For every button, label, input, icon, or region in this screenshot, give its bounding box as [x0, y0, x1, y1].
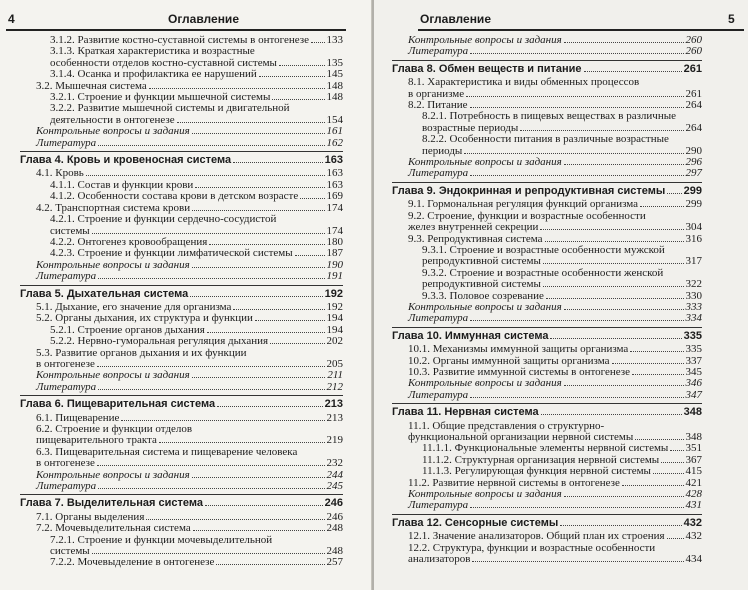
toc-page-number: 346	[685, 377, 702, 390]
toc-entry-text: 10.2. Органы иммунной защиты организма	[408, 354, 610, 367]
dot-leader	[630, 351, 683, 352]
toc-entry-text: желез внутренней секреции	[408, 221, 539, 234]
toc-entry-text: 7.2.2. Мочевыделение в онтогенезе	[50, 556, 215, 569]
toc-entry	[20, 336, 343, 347]
toc-entry-text: системы	[50, 545, 90, 558]
toc-entry-text: Литература	[36, 270, 97, 283]
toc-entry-text: Контрольные вопросы и задания	[408, 34, 562, 46]
dot-leader	[470, 175, 683, 176]
dot-leader	[667, 193, 681, 194]
toc-entry-text: Глава 12. Сенсорные системы	[392, 516, 559, 529]
toc-entry	[392, 77, 702, 100]
toc-entry-text: Контрольные вопросы и задания	[408, 488, 562, 501]
toc-entry-text: 10.3. Развитие иммунной системы в онтогенезе	[408, 365, 631, 378]
dot-leader	[564, 385, 684, 386]
dot-leader	[564, 164, 684, 165]
header-rule	[6, 29, 346, 31]
toc-entry-text: 12.2. Структура, функции и возрастные особенности	[408, 541, 656, 554]
toc-entry-text: 3.2. Мышечная система	[36, 79, 147, 92]
toc-entry-text: Литература	[36, 136, 97, 149]
dot-leader	[546, 298, 684, 299]
dot-leader	[177, 122, 325, 123]
dot-leader	[233, 309, 324, 310]
toc-entry	[20, 557, 343, 568]
dot-leader	[564, 309, 684, 310]
toc-page-number: 322	[685, 278, 702, 291]
toc-entry-text: 11.1.1. Функциональные элементы нервной системы	[422, 442, 669, 455]
page-number: 4	[8, 12, 15, 26]
toc-entry-text: 8.2.1. Потребность в пищевых веществах в различные	[422, 110, 676, 123]
toc-page-number: 299	[685, 198, 702, 211]
toc-entry-text: 5.2.1. Строение органов дыхания	[50, 323, 205, 336]
dot-leader	[121, 420, 324, 421]
toc-page-number: 434	[685, 553, 702, 566]
dot-leader	[98, 488, 324, 489]
toc-entry-text: 7.2.1. Строение и функции мочевыделительной	[50, 533, 273, 546]
dot-leader	[564, 496, 684, 497]
toc-entry	[20, 46, 343, 69]
toc-entry-text: Глава 8. Обмен веществ и питание	[392, 62, 582, 75]
dot-leader	[543, 286, 684, 287]
toc-page-number: 174	[326, 201, 343, 214]
toc-page-number: 334	[685, 312, 702, 325]
page-number: 5	[728, 12, 735, 26]
toc-page-number: 163	[324, 154, 343, 167]
toc-entry-text: Контрольные вопросы и задания	[408, 300, 562, 313]
dot-leader	[295, 255, 325, 256]
toc-page-number: 213	[326, 411, 343, 424]
toc-page-number: 162	[326, 136, 343, 149]
toc-chapter	[392, 327, 702, 344]
toc-entry-text: Литература	[408, 499, 469, 512]
toc-page-number: 232	[326, 457, 343, 470]
toc-entry-text: 3.1.4. Осанка и профилактика ее нарушений	[50, 68, 257, 81]
toc-entry	[392, 421, 702, 444]
toc-entry-text: Глава 5. Дыхательная система	[20, 287, 189, 300]
toc-entry-text: 9.3.1. Строение и возрастные особенности мужской	[422, 243, 665, 256]
dot-leader	[464, 153, 683, 154]
toc-entry	[20, 535, 343, 558]
toc-page-number: 180	[326, 235, 343, 248]
toc-entry-text: функциональной организации нервной системы	[408, 431, 634, 443]
toc-chapter	[20, 151, 343, 168]
dot-leader	[550, 338, 681, 339]
toc-entry-text: 7.1. Органы выделения	[36, 510, 145, 523]
toc-page-number: 191	[326, 270, 343, 283]
toc-entry	[392, 344, 702, 355]
dot-leader	[98, 389, 324, 390]
dot-leader	[86, 175, 325, 176]
toc-entry-text: Литература	[408, 45, 469, 58]
toc-page-number: 421	[685, 476, 702, 489]
toc-page-number: 345	[685, 365, 702, 378]
toc-page-number: 169	[326, 190, 343, 203]
toc-page-number: 264	[685, 121, 702, 134]
toc-page-number: 264	[685, 99, 702, 112]
toc-page-number: 367	[685, 453, 702, 466]
toc-entry-text: 9.2. Строение, функции и возрастные особенности	[408, 209, 646, 222]
toc-entry-text: 5.1. Дыхание, его значение для организма	[36, 300, 232, 313]
toc-entry	[392, 168, 702, 179]
dot-leader	[205, 505, 323, 506]
toc-entry-text: 8.1. Характеристика и виды обменных процессов	[408, 76, 640, 89]
toc-page-number: 187	[326, 247, 343, 260]
toc-entry	[392, 134, 702, 157]
toc-chapter	[392, 514, 702, 531]
right-page	[374, 0, 748, 590]
toc-page-number: 190	[326, 258, 343, 271]
toc-page-number: 248	[326, 545, 343, 558]
toc-chapter	[20, 285, 343, 302]
toc-page-number: 192	[326, 300, 343, 313]
toc-list	[20, 35, 343, 569]
toc-page-number: 296	[685, 156, 702, 169]
toc-page-number: 261	[683, 62, 702, 75]
toc-entry-text: деятельности в онтогенезе	[50, 113, 175, 126]
toc-page-number: 333	[685, 300, 702, 313]
dot-leader	[192, 377, 326, 378]
header-rule	[418, 29, 744, 31]
toc-page-number: 148	[326, 79, 343, 92]
toc-list	[392, 35, 702, 565]
toc-entry	[20, 348, 343, 371]
toc-entry-text: 8.2. Питание	[408, 99, 468, 112]
dot-leader	[192, 210, 324, 211]
toc-entry-text: репродуктивной системы	[422, 278, 541, 291]
toc-entry-text: 9.1. Гормональная регуляция функций организма	[408, 198, 639, 211]
toc-entry-text: пищеварительного тракта	[36, 434, 157, 447]
dot-leader	[207, 332, 325, 333]
toc-entry	[20, 424, 343, 447]
toc-entry-text: 10.1. Механизмы иммунной защиты организма	[408, 343, 629, 356]
toc-entry-text: 9.3.2. Строение и возрастные особенности женской	[422, 266, 664, 279]
toc-page-number: 330	[685, 289, 702, 302]
toc-entry	[20, 248, 343, 259]
toc-entry-text: 4.2.2. Онтогенез кровообращения	[50, 235, 208, 248]
toc-entry-text: репродуктивной системы	[422, 255, 541, 268]
toc-entry-text: 9.3. Репродуктивная система	[408, 232, 543, 245]
toc-entry	[392, 390, 702, 401]
dot-leader	[279, 65, 325, 66]
toc-page-number: 212	[326, 380, 343, 393]
toc-page-number: 145	[326, 68, 343, 81]
toc-entry-text: в онтогенезе	[36, 457, 95, 470]
toc-page-number: 304	[685, 221, 702, 234]
dot-leader	[640, 206, 683, 207]
toc-entry-text: 5.2. Органы дыхания, их структура и функции	[36, 312, 253, 325]
toc-page-number: 290	[685, 144, 702, 157]
toc-page-number: 351	[685, 442, 702, 455]
toc-entry-text: 6.2. Строение и функции отделов	[36, 423, 193, 435]
dot-leader	[97, 366, 325, 367]
toc-page-number: 244	[326, 468, 343, 481]
toc-page-number: 174	[326, 224, 343, 237]
toc-entry	[392, 211, 702, 234]
toc-page-number: 432	[683, 516, 702, 529]
toc-entry	[20, 481, 343, 492]
toc-entry-text: 9.3.3. Половое созревание	[422, 289, 544, 302]
toc-page-number: 202	[326, 335, 343, 348]
dot-leader	[192, 477, 325, 478]
toc-entry-text: Контрольные вопросы и задания	[36, 258, 190, 271]
dot-leader	[564, 42, 684, 43]
toc-page-number: 246	[324, 497, 343, 510]
dot-leader	[300, 198, 324, 199]
toc-entry-text: в организме	[408, 87, 465, 100]
dot-leader	[92, 233, 325, 234]
toc-entry-text: 11.1. Общие представления о структурно-	[408, 419, 605, 432]
toc-entry-text: 4.1.1. Состав и функции крови	[50, 178, 194, 191]
dot-leader	[667, 538, 684, 539]
dot-leader	[259, 76, 325, 77]
toc-entry-text: 4.2. Транспортная система крови	[36, 201, 191, 214]
toc-entry	[392, 500, 702, 511]
toc-page-number: 428	[685, 488, 702, 501]
toc-page-number: 219	[326, 434, 343, 447]
toc-page-number: 154	[326, 113, 343, 126]
dot-leader	[653, 473, 684, 474]
dot-leader	[470, 507, 683, 508]
toc-entry	[20, 382, 343, 393]
toc-entry	[392, 466, 702, 477]
dot-leader	[270, 343, 324, 344]
toc-entry	[392, 245, 702, 268]
toc-entry	[392, 313, 702, 324]
toc-entry-text: 4.1. Кровь	[36, 167, 84, 180]
toc-page-number: 135	[326, 56, 343, 69]
dot-leader	[195, 187, 324, 188]
toc-page-number: 335	[683, 329, 702, 342]
toc-page-number: 163	[326, 167, 343, 180]
dot-leader	[540, 229, 683, 230]
dot-leader	[233, 162, 323, 163]
toc-entry-text: 11.1.2. Структурная организация нервной системы	[422, 453, 660, 466]
dot-leader	[661, 462, 683, 463]
toc-page-number: 163	[326, 178, 343, 191]
toc-entry-text: Литература	[36, 480, 97, 493]
toc-entry-text: Литература	[408, 388, 469, 401]
dot-leader	[217, 406, 323, 407]
toc-entry	[20, 214, 343, 237]
dot-leader	[470, 320, 683, 321]
toc-chapter	[392, 60, 702, 77]
toc-entry-text: 11.2. Развитие нервной системы в онтогенезе	[408, 476, 620, 489]
toc-entry-text: Глава 11. Нервная система	[392, 406, 539, 419]
toc-page-number: 415	[685, 465, 702, 478]
toc-entry-text: 12.1. Значение анализаторов. Общий план их строения	[408, 530, 665, 543]
dot-leader	[159, 442, 325, 443]
toc-entry-text: 8.2.2. Особенности питания в различные возрастные	[422, 133, 669, 146]
toc-entry-text: 11.1.3. Регулирующая функция нервной системы	[422, 465, 651, 478]
toc-page-number: 432	[685, 530, 702, 543]
toc-page-number: 347	[685, 388, 702, 401]
toc-entry	[20, 271, 343, 282]
dot-leader	[190, 296, 322, 297]
dot-leader	[98, 278, 324, 279]
dot-leader	[209, 244, 324, 245]
toc-chapter	[392, 182, 702, 199]
toc-page-number: 335	[685, 343, 702, 356]
dot-leader	[584, 71, 682, 72]
toc-entry	[20, 69, 343, 80]
toc-entry-text: 3.1.2. Развитие костно-суставной системы в онтогенезе	[50, 34, 310, 46]
toc-entry-text: 4.2.3. Строение и функции лимфатической системы	[50, 247, 293, 260]
left-page	[0, 0, 372, 590]
toc-page-number: 205	[326, 357, 343, 370]
toc-page-number: 348	[685, 431, 702, 443]
toc-entry-text: Глава 10. Иммунная система	[392, 329, 549, 342]
toc-page-number: 213	[324, 398, 343, 411]
toc-entry-text: Литература	[36, 380, 97, 393]
toc-entry-text: Контрольные вопросы и задания	[36, 468, 190, 481]
dot-leader	[635, 439, 683, 440]
toc-page-number: 299	[683, 184, 702, 197]
toc-entry	[392, 543, 702, 566]
toc-entry	[20, 126, 343, 137]
dot-leader	[192, 267, 325, 268]
toc-entry-text: 6.3. Пищеварительная система и пищеварение человека	[36, 445, 298, 458]
running-head: Оглавление	[168, 12, 239, 26]
toc-entry-text: Контрольные вопросы и задания	[408, 377, 562, 390]
dot-leader	[97, 465, 325, 466]
dot-leader	[470, 397, 683, 398]
dot-leader	[255, 320, 325, 321]
dot-leader	[311, 42, 324, 43]
dot-leader	[632, 374, 683, 375]
toc-entry-text: Глава 7. Выделительная система	[20, 497, 203, 510]
dot-leader	[466, 96, 683, 97]
toc-page-number: 348	[683, 406, 702, 419]
toc-page-number: 148	[326, 91, 343, 104]
toc-page-number: 211	[327, 369, 343, 382]
toc-page-number: 246	[326, 510, 343, 523]
toc-entry-text: Контрольные вопросы и задания	[36, 125, 190, 138]
toc-entry-text: системы	[50, 224, 90, 237]
running-head: Оглавление	[420, 12, 491, 26]
toc-page-number: 161	[326, 125, 343, 138]
toc-entry-text: Литература	[408, 167, 469, 180]
dot-leader	[543, 263, 684, 264]
toc-entry-text: особенности отделов костно-суставной системы	[50, 56, 277, 69]
dot-leader	[149, 88, 325, 89]
toc-page-number: 260	[685, 34, 702, 46]
dot-leader	[216, 564, 324, 565]
toc-entry-text: 3.1.3. Краткая характеристика и возрастные	[50, 45, 255, 58]
toc-entry-text: в онтогенезе	[36, 357, 95, 370]
toc-entry-text: 5.2.2. Нервно-гуморальная регуляция дыхания	[50, 335, 269, 348]
dot-leader	[470, 53, 683, 54]
toc-page-number: 297	[685, 167, 702, 180]
toc-entry-text: 4.1.2. Особенности состава крови в детском возрасте	[50, 190, 299, 203]
toc-entry-text: Глава 4. Кровь и кровеносная система	[20, 154, 232, 167]
toc-entry	[20, 447, 343, 470]
toc-entry-text: 4.2.1. Строение и функции сердечно-сосудистой	[50, 213, 277, 226]
toc-entry	[392, 199, 702, 210]
toc-entry-text: периоды	[422, 144, 463, 157]
toc-entry-text: 3.2.1. Строение и функции мышечной системы	[50, 91, 271, 104]
dot-leader	[520, 130, 683, 131]
toc-page-number: 337	[685, 354, 702, 367]
dot-leader	[612, 363, 684, 364]
toc-entry-text: возрастные периоды	[422, 121, 519, 134]
dot-leader	[560, 525, 681, 526]
dot-leader	[146, 519, 324, 520]
toc-entry-text: 6.1. Пищеварение	[36, 411, 120, 424]
toc-page-number: 245	[326, 480, 343, 493]
toc-entry-text: 7.2. Мочевыделительная система	[36, 522, 191, 535]
toc-page-number: 192	[324, 287, 343, 300]
dot-leader	[92, 553, 325, 554]
toc-entry-text: анализаторов	[408, 553, 471, 566]
dot-leader	[98, 145, 324, 146]
toc-entry	[392, 268, 702, 291]
dot-leader	[541, 414, 682, 415]
dot-leader	[192, 133, 325, 134]
toc-entry-text: 5.3. Развитие органов дыхания и их функции	[36, 346, 247, 359]
toc-chapter	[392, 403, 702, 420]
toc-page-number: 260	[685, 45, 702, 58]
toc-page-number: 257	[326, 556, 343, 569]
dot-leader	[472, 561, 683, 562]
toc-page-number: 194	[326, 312, 343, 325]
toc-entry	[392, 46, 702, 57]
toc-entry	[392, 111, 702, 134]
toc-page-number: 194	[326, 323, 343, 336]
toc-chapter	[20, 494, 343, 511]
toc-entry	[392, 531, 702, 542]
dot-leader	[272, 99, 324, 100]
toc-entry	[20, 191, 343, 202]
toc-chapter	[20, 395, 343, 412]
dot-leader	[470, 107, 684, 108]
toc-page-number: 317	[685, 255, 702, 268]
toc-page-number: 248	[326, 522, 343, 535]
toc-page-number: 261	[685, 87, 702, 100]
toc-page-number: 316	[685, 232, 702, 245]
toc-entry	[20, 103, 343, 126]
toc-entry-text: Глава 9. Эндокринная и репродуктивная системы	[392, 184, 666, 197]
toc-page-number: 431	[685, 499, 702, 512]
toc-entry	[20, 138, 343, 149]
dot-leader	[545, 241, 684, 242]
toc-page-number: 133	[326, 34, 343, 46]
dot-leader	[622, 485, 684, 486]
dot-leader	[193, 530, 325, 531]
toc-entry-text: Глава 6. Пищеварительная система	[20, 398, 216, 411]
toc-entry-text: 3.2.2. Развитие мышечной системы и двигательной	[50, 102, 290, 115]
toc-entry	[20, 523, 343, 534]
toc-entry-text: Контрольные вопросы и задания	[36, 369, 190, 382]
dot-leader	[670, 450, 683, 451]
toc-entry-text: Литература	[408, 312, 469, 325]
toc-entry-text: Контрольные вопросы и задания	[408, 156, 562, 169]
